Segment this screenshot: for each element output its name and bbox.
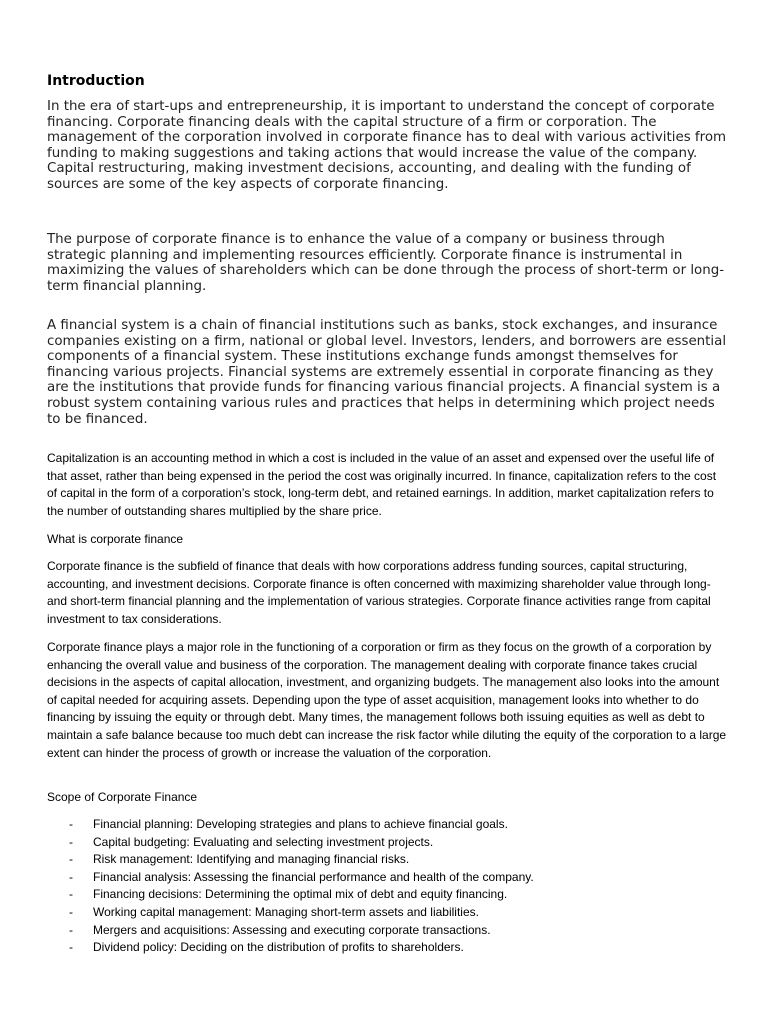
scope-label: Scope of Corporate Finance [47,790,198,804]
list-item-text: Financial analysis: Assessing the financial performance and health of the company. [93,869,534,884]
list-item [47,886,727,904]
list-item-text: Mergers and acquisitions: Assessing and executing corporate transactions. [93,922,491,937]
scope-list [47,816,727,957]
list-item [47,869,727,887]
bullet-dash: - [69,869,73,884]
bullet-dash: - [69,834,73,849]
list-item [47,834,727,852]
bullet-dash: - [69,922,73,937]
bullet-dash: - [69,940,73,955]
list-item-text: Working capital management: Managing short-term assets and liabilities. [93,904,479,919]
what-is-corporate-finance-label: What is corporate finance [47,532,184,546]
intro-paragraph-2: The purpose of corporate finance is to enhance the value of a company or business through strategic planning and implementing resources efficiently. Corporate finance is instrumental in maximizing the values of shareholders which can be done through the process of short-term or long-term financial planning. [47,232,725,294]
definition-paragraph: Corporate finance is the subfield of finance that deals with how corporations address funding sources, capital structuring, accounting, and investment decisions. Corporate finance is often concerned with maximizing shareholder value through long- and short-term financial planning and the implementation of various strategies. Corporate finance activities range from capital investment to tax considerations. [47,559,711,626]
list-item [47,922,727,940]
bullet-dash: - [69,817,73,831]
list-item-text: Risk management: Identifying and managing financial risks. [93,852,410,867]
list-item [47,816,727,834]
role-paragraph: Corporate finance plays a major role in the functioning of a corporation or firm as they focus on the growth of a corporation by enhancing the overall value and business of the corporation. The management dealing with corporate finance takes crucial decisions in the aspects of capital allocation, investment, and organizing budgets. The management also looks into the amount of capital needed for acquiring assets. Depending upon the type of asset acquisition, management looks into whether to do financing by issuing the equity or through debt. Many times, the management follows both issuing equities as well as debt to maintain a safe balance because too much debt can increase the risk factor while diluting the equity of the corporation to a large extent can hinder the process of growth or increase the valuation of the corporation. [47,640,727,760]
bullet-dash: - [69,887,73,902]
list-item-text: Dividend policy: Deciding on the distribution of profits to shareholders. [93,940,464,955]
bullet-dash: - [69,904,73,919]
bullet-dash: - [69,852,73,867]
list-item-text: Financial planning: Developing strategies and plans to achieve financial goals. [93,817,508,831]
intro-paragraph-3: A financial system is a chain of financial institutions such as banks, stock exchanges, and insurance companies existing on a firm, national or global level. Investors, lenders, and borrowers are essential components of a financial system. These institutions exchange funds amongst themselves for financing various projects. Financial systems are extremely essential in corporate financing as they are the institutions that provide funds for financing various financial projects. A financial system is a robust system containing various rules and practices that helps in determining which project needs to be financed. [47,318,727,427]
list-item-text: Capital budgeting: Evaluating and selecting investment projects. [93,834,434,849]
section-heading: Introduction [47,73,145,89]
list-item [47,939,727,957]
intro-paragraph-1: In the era of start-ups and entrepreneurship, it is important to understand the concept of corporate financing. Corporate financing deals with the capital structure of a firm or corporation. The management of the corporation involved in corporate finance has to deal with various activities from funding to making suggestions and taking actions that would increase the value of the company. Capital restructuring, making investment decisions, accounting, and dealing with the funding of sources are some of the key aspects of corporate financing. [47,99,727,192]
list-item-text: Financing decisions: Determining the optimal mix of debt and equity financing. [93,887,508,902]
list-item [47,904,727,922]
list-item [47,851,727,869]
capitalization-paragraph: Capitalization is an accounting method in which a cost is included in the value of an asset and expensed over the useful life of that asset, rather than being expensed in the period the cost was originally incurred. In finance, capitalization refers to the cost of capital in the form of a corporation’s stock, long-term debt, and retained earnings. In addition, market capitalization refers to the number of outstanding shares multiplied by the share price. [47,451,717,518]
